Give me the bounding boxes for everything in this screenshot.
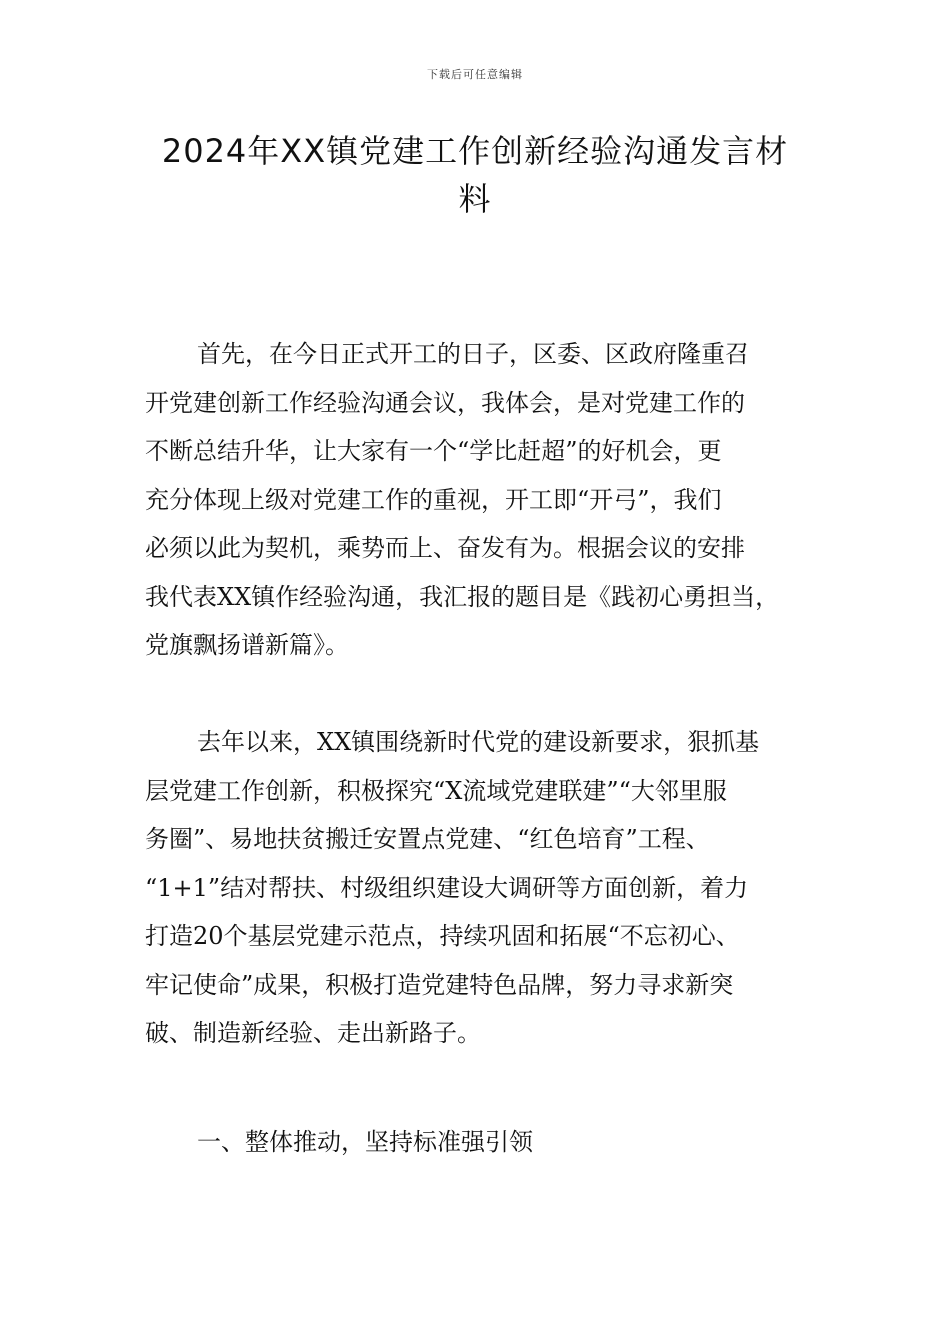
paragraph-overview bbox=[145, 718, 835, 1058]
paragraph-line: 首先，在今日正式开工的日子，区委、区政府隆重召 bbox=[197, 340, 749, 368]
paragraph-line: 必须以此为契机，乘势而上、奋发有为。根据会议的安排 bbox=[145, 534, 745, 562]
paragraph-line: 务圈”、易地扶贫搬迁安置点党建、“红色培育”工程、 bbox=[145, 825, 710, 853]
paragraph-line: 开党建创新工作经验沟通会议，我体会，是对党建工作的 bbox=[145, 388, 745, 417]
paragraph-line: 我代表XX镇作经验沟通，我汇报的题目是《践初心勇担当， bbox=[145, 582, 780, 611]
paragraph-line: 打造20个基层党建示范点，持续巩固和拓展“不忘初心、 bbox=[145, 922, 740, 950]
paragraph-line: “1+1”结对帮扶、村级组织建设大调研等方面创新，着力 bbox=[145, 873, 749, 902]
title-line-1: 2024年XX镇党建工作创新经验沟通发言材 bbox=[161, 132, 789, 170]
paragraph-line: 牢记使命”成果，积极打造党建特色品牌，努力寻求新突 bbox=[145, 970, 734, 999]
header-note: 下载后可任意编辑 bbox=[427, 68, 523, 81]
section-heading-1 bbox=[145, 1118, 835, 1167]
section-heading-text: 一、整体推动，坚持标准强引领 bbox=[197, 1128, 533, 1156]
paragraph-line: 破、制造新经验、走出新路子。 bbox=[145, 1019, 481, 1047]
paragraph-line: 充分体现上级对党建工作的重视，开工即“开弓”，我们 bbox=[145, 485, 722, 514]
title-line-2: 料 bbox=[458, 180, 492, 218]
paragraph-line: 不断总结升华，让大家有一个“学比赶超”的好机会，更 bbox=[145, 437, 722, 465]
paragraph-intro bbox=[145, 330, 835, 670]
paragraph-line: 层党建工作创新，积极探究“X流域党建联建”“大邻里服 bbox=[145, 776, 727, 805]
document-title bbox=[140, 127, 810, 223]
paragraph-line: 去年以来，XX镇围绕新时代党的建设新要求，狠抓基 bbox=[197, 728, 760, 756]
paragraph-line: 党旗飘扬谱新篇》。 bbox=[145, 631, 349, 659]
